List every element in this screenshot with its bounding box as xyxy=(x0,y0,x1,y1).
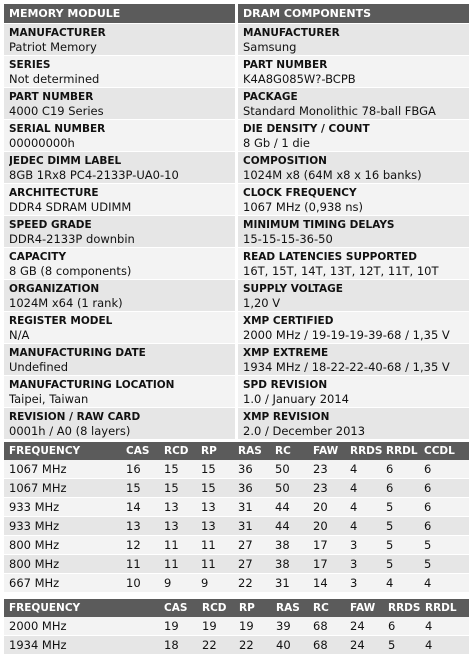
jedec-table-cell: 20 xyxy=(308,517,345,536)
jedec-table-cell: 13 xyxy=(159,517,196,536)
module-field-value: 0001h / A0 (8 layers) xyxy=(9,424,131,438)
jedec-table-cell: 36 xyxy=(233,460,270,479)
xmp-table-row xyxy=(4,617,469,636)
module-field-label: REGISTER MODEL xyxy=(9,315,113,327)
module-field-label: CAPACITY xyxy=(9,251,67,263)
dram-field-label: XMP EXTREME xyxy=(243,347,329,359)
dram-field xyxy=(238,88,469,120)
dram-field-value: 16T, 15T, 14T, 13T, 12T, 11T, 10T xyxy=(243,264,439,278)
dram-components-header: DRAM COMPONENTS xyxy=(238,4,469,24)
xmp-header-row xyxy=(4,599,469,617)
jedec-table-cell: 3 xyxy=(345,536,381,555)
jedec-table-cell: 1067 MHz xyxy=(4,479,121,498)
jedec-table-cell: 9 xyxy=(159,574,196,593)
jedec-table-cell: 11 xyxy=(196,536,233,555)
xmp-column-header: RRDL xyxy=(420,599,469,617)
module-field-value: Patriot Memory xyxy=(9,40,97,54)
module-field-label: MANUFACTURING LOCATION xyxy=(9,379,175,391)
jedec-table-cell: 6 xyxy=(419,517,469,536)
xmp-column-header: RRDS xyxy=(383,599,420,617)
jedec-table-cell: 667 MHz xyxy=(4,574,121,593)
module-field-value: 1024M x64 (1 rank) xyxy=(9,296,123,310)
jedec-table-cell: 13 xyxy=(196,517,233,536)
xmp-table-cell: 2000 MHz xyxy=(4,617,159,636)
dram-field-label: MINIMUM TIMING DELAYS xyxy=(243,219,395,231)
jedec-table-cell: 5 xyxy=(381,555,419,574)
module-field xyxy=(4,344,235,376)
jedec-table-cell: 50 xyxy=(270,460,308,479)
dram-field-label: CLOCK FREQUENCY xyxy=(243,187,357,199)
jedec-table-cell: 11 xyxy=(196,555,233,574)
module-field-label: MANUFACTURER xyxy=(9,27,106,39)
jedec-timings-table xyxy=(4,442,469,593)
xmp-timings-table xyxy=(4,599,469,655)
module-field-value: Undefined xyxy=(9,360,68,374)
dram-field xyxy=(238,280,469,312)
jedec-table-cell: 31 xyxy=(233,498,270,517)
jedec-header-row xyxy=(4,442,469,460)
jedec-table-cell: 4 xyxy=(381,574,419,593)
module-field xyxy=(4,184,235,216)
jedec-table-cell: 23 xyxy=(308,479,345,498)
jedec-column-header: FAW xyxy=(308,442,345,460)
module-field-value: 8GB 1Rx8 PC4-2133P-UA0-10 xyxy=(9,168,179,182)
dram-field-label: XMP CERTIFIED xyxy=(243,315,334,327)
module-field xyxy=(4,408,235,440)
module-field xyxy=(4,24,235,56)
dram-field xyxy=(238,184,469,216)
xmp-column-header: CAS xyxy=(159,599,197,617)
jedec-table-cell: 4 xyxy=(345,479,381,498)
jedec-table-cell: 17 xyxy=(308,536,345,555)
module-field-value: Taipei, Taiwan xyxy=(9,392,89,406)
dram-field xyxy=(238,408,469,440)
dram-field-value: Standard Monolithic 78-ball FBGA xyxy=(243,104,436,118)
jedec-table-cell: 5 xyxy=(419,555,469,574)
xmp-column-header: FAW xyxy=(345,599,383,617)
xmp-table-cell: 1934 MHz xyxy=(4,636,159,655)
jedec-table-cell: 11 xyxy=(159,555,196,574)
jedec-table-cell: 38 xyxy=(270,536,308,555)
module-field-value: Not determined xyxy=(9,72,100,86)
jedec-column-header: RRDL xyxy=(381,442,419,460)
module-field-value: N/A xyxy=(9,328,30,342)
jedec-table-row xyxy=(4,498,469,517)
jedec-table-cell: 16 xyxy=(121,460,159,479)
xmp-table-cell: 19 xyxy=(197,617,234,636)
dram-field-label: SPD REVISION xyxy=(243,379,328,391)
dram-field-label: DIE DENSITY / COUNT xyxy=(243,123,370,135)
jedec-table-cell: 27 xyxy=(233,536,270,555)
dram-field-value: 1,20 V xyxy=(243,296,281,310)
module-field-label: SPEED GRADE xyxy=(9,219,92,231)
module-field xyxy=(4,216,235,248)
dram-field-value: K4A8G085W?-BCPB xyxy=(243,72,356,86)
jedec-table-cell: 1067 MHz xyxy=(4,460,121,479)
dram-field-label: READ LATENCIES SUPPORTED xyxy=(243,251,417,263)
xmp-column-header: RCD xyxy=(197,599,234,617)
jedec-table-cell: 27 xyxy=(233,555,270,574)
jedec-table-row xyxy=(4,536,469,555)
memory-module-column xyxy=(4,4,235,440)
dram-field-label: XMP REVISION xyxy=(243,411,330,423)
info-columns xyxy=(4,4,469,440)
xmp-column-header: RP xyxy=(234,599,271,617)
dram-field-value: 1067 MHz (0,938 ns) xyxy=(243,200,364,214)
module-field-label: SERIES xyxy=(9,59,51,71)
xmp-table-cell: 6 xyxy=(383,617,420,636)
dram-field xyxy=(238,248,469,280)
jedec-table-cell: 4 xyxy=(345,498,381,517)
spd-report xyxy=(4,4,469,655)
jedec-table-cell: 6 xyxy=(419,460,469,479)
module-field xyxy=(4,376,235,408)
xmp-column-header: RC xyxy=(308,599,345,617)
jedec-column-header: RRDS xyxy=(345,442,381,460)
module-field-value: DDR4-2133P downbin xyxy=(9,232,135,246)
module-field-label: SERIAL NUMBER xyxy=(9,123,106,135)
xmp-table-cell: 24 xyxy=(345,636,383,655)
jedec-table-cell: 11 xyxy=(159,536,196,555)
xmp-table-cell: 4 xyxy=(420,617,469,636)
jedec-table-cell: 15 xyxy=(196,460,233,479)
jedec-table-cell: 44 xyxy=(270,498,308,517)
xmp-table-cell: 68 xyxy=(308,617,345,636)
jedec-table-cell: 800 MHz xyxy=(4,536,121,555)
jedec-column-header: RAS xyxy=(233,442,270,460)
module-field-label: ARCHITECTURE xyxy=(9,187,99,199)
dram-field-label: PART NUMBER xyxy=(243,59,328,71)
jedec-table-cell: 15 xyxy=(196,479,233,498)
xmp-table-cell: 19 xyxy=(234,617,271,636)
jedec-table-cell: 13 xyxy=(121,517,159,536)
xmp-table-cell: 4 xyxy=(420,636,469,655)
jedec-table-cell: 5 xyxy=(419,536,469,555)
xmp-table-cell: 22 xyxy=(234,636,271,655)
memory-module-header: MEMORY MODULE xyxy=(4,4,235,24)
module-field-value: 00000000h xyxy=(9,136,75,150)
module-field-value: DDR4 SDRAM UDIMM xyxy=(9,200,132,214)
jedec-table-cell: 3 xyxy=(345,574,381,593)
jedec-table-cell: 20 xyxy=(308,498,345,517)
jedec-table-cell: 10 xyxy=(121,574,159,593)
jedec-table-cell: 5 xyxy=(381,517,419,536)
dram-field xyxy=(238,376,469,408)
jedec-table-row xyxy=(4,517,469,536)
jedec-column-header: CAS xyxy=(121,442,159,460)
jedec-table-cell: 36 xyxy=(233,479,270,498)
dram-field-label: SUPPLY VOLTAGE xyxy=(243,283,343,295)
module-field-value: 8 GB (8 components) xyxy=(9,264,132,278)
jedec-table-cell: 22 xyxy=(233,574,270,593)
jedec-table-cell: 5 xyxy=(381,498,419,517)
jedec-table-cell: 31 xyxy=(270,574,308,593)
module-field-label: REVISION / RAW CARD xyxy=(9,411,141,423)
dram-field xyxy=(238,56,469,88)
dram-field-label: PACKAGE xyxy=(243,91,298,103)
jedec-column-header: RP xyxy=(196,442,233,460)
xmp-column-header: FREQUENCY xyxy=(4,599,159,617)
jedec-table-row xyxy=(4,479,469,498)
jedec-table-cell: 15 xyxy=(121,479,159,498)
dram-field-value: 1024M x8 (64M x8 x 16 banks) xyxy=(243,168,422,182)
jedec-table-cell: 6 xyxy=(419,479,469,498)
dram-field-value: 8 Gb / 1 die xyxy=(243,136,310,150)
jedec-column-header: CCDL xyxy=(419,442,469,460)
dram-field-value: 2000 MHz / 19-19-19-39-68 / 1,35 V xyxy=(243,328,450,342)
module-field-label: JEDEC DIMM LABEL xyxy=(9,155,122,167)
jedec-table-cell: 4 xyxy=(345,460,381,479)
jedec-table-cell: 17 xyxy=(308,555,345,574)
xmp-table-cell: 19 xyxy=(159,617,197,636)
jedec-table-cell: 3 xyxy=(345,555,381,574)
dram-field xyxy=(238,216,469,248)
xmp-table-cell: 24 xyxy=(345,617,383,636)
xmp-table-row xyxy=(4,636,469,655)
dram-field-label: COMPOSITION xyxy=(243,155,327,167)
jedec-table-cell: 4 xyxy=(419,574,469,593)
xmp-table-cell: 40 xyxy=(271,636,308,655)
dram-components-column xyxy=(238,4,469,440)
xmp-table-cell: 5 xyxy=(383,636,420,655)
jedec-table-row xyxy=(4,574,469,593)
jedec-table-cell: 38 xyxy=(270,555,308,574)
jedec-table-cell: 933 MHz xyxy=(4,517,121,536)
module-field xyxy=(4,120,235,152)
jedec-table-cell: 4 xyxy=(345,517,381,536)
jedec-table-cell: 5 xyxy=(381,536,419,555)
xmp-column-header: RAS xyxy=(271,599,308,617)
dram-field-value: 15-15-15-36-50 xyxy=(243,232,333,246)
jedec-table-cell: 13 xyxy=(196,498,233,517)
dram-field-value: 2.0 / December 2013 xyxy=(243,424,366,438)
module-field-label: MANUFACTURING DATE xyxy=(9,347,146,359)
module-field xyxy=(4,248,235,280)
jedec-table-cell: 800 MHz xyxy=(4,555,121,574)
dram-field xyxy=(238,152,469,184)
dram-field xyxy=(238,24,469,56)
jedec-table-cell: 23 xyxy=(308,460,345,479)
module-field-label: PART NUMBER xyxy=(9,91,94,103)
dram-field-value: Samsung xyxy=(243,40,297,54)
module-field xyxy=(4,88,235,120)
module-field xyxy=(4,56,235,88)
jedec-table-cell: 44 xyxy=(270,517,308,536)
jedec-table-row xyxy=(4,555,469,574)
jedec-table-cell: 11 xyxy=(121,555,159,574)
jedec-table-row xyxy=(4,460,469,479)
xmp-table-cell: 68 xyxy=(308,636,345,655)
jedec-table-cell: 9 xyxy=(196,574,233,593)
jedec-table-cell: 6 xyxy=(381,460,419,479)
jedec-table-cell: 14 xyxy=(121,498,159,517)
jedec-table-cell: 15 xyxy=(159,460,196,479)
jedec-table-cell: 15 xyxy=(159,479,196,498)
jedec-table-cell: 13 xyxy=(159,498,196,517)
dram-field xyxy=(238,344,469,376)
module-field xyxy=(4,312,235,344)
dram-field xyxy=(238,120,469,152)
jedec-table-cell: 6 xyxy=(381,479,419,498)
module-field xyxy=(4,280,235,312)
jedec-table-cell: 6 xyxy=(419,498,469,517)
jedec-table-cell: 933 MHz xyxy=(4,498,121,517)
xmp-table-cell: 39 xyxy=(271,617,308,636)
module-field-label: ORGANIZATION xyxy=(9,283,100,295)
jedec-table-cell: 50 xyxy=(270,479,308,498)
module-field xyxy=(4,152,235,184)
jedec-table-cell: 12 xyxy=(121,536,159,555)
jedec-table-cell: 14 xyxy=(308,574,345,593)
module-field-value: 4000 C19 Series xyxy=(9,104,104,118)
dram-field-label: MANUFACTURER xyxy=(243,27,340,39)
dram-field xyxy=(238,312,469,344)
jedec-column-header: FREQUENCY xyxy=(4,442,121,460)
dram-field-value: 1.0 / January 2014 xyxy=(243,392,349,406)
dram-field-value: 1934 MHz / 18-22-22-40-68 / 1,35 V xyxy=(243,360,450,374)
xmp-table-cell: 18 xyxy=(159,636,197,655)
jedec-column-header: RCD xyxy=(159,442,196,460)
jedec-column-header: RC xyxy=(270,442,308,460)
xmp-table-cell: 22 xyxy=(197,636,234,655)
jedec-table-cell: 31 xyxy=(233,517,270,536)
